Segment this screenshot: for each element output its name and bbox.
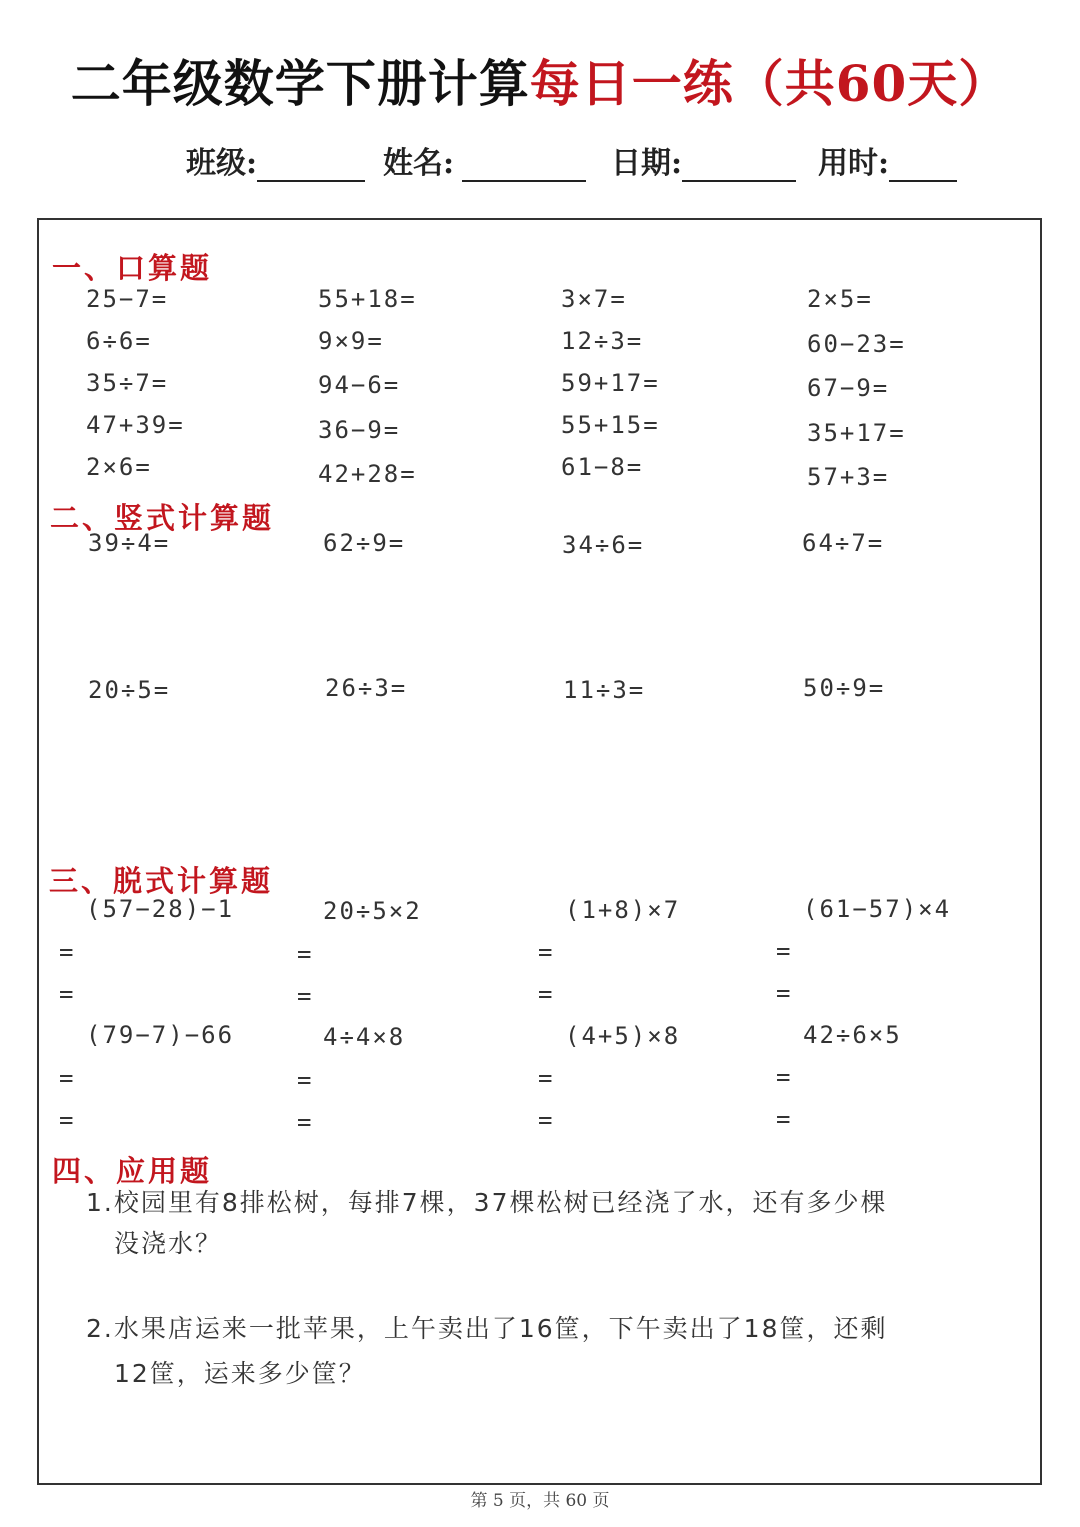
title-red-part: 每日一练（共60天） xyxy=(529,54,1010,113)
equals-sign: = xyxy=(776,979,791,1007)
equals-sign: = xyxy=(59,1064,74,1092)
equals-sign: = xyxy=(538,1064,553,1092)
page-footer: 第 5 页，共 60 页 xyxy=(470,1491,610,1511)
equals-sign: = xyxy=(538,980,553,1008)
stepwise-problem: 42÷6×5 xyxy=(803,1021,902,1049)
equals-sign: = xyxy=(776,1063,791,1091)
mental-problem: 2×5= xyxy=(807,285,873,313)
worksheet-frame xyxy=(37,218,1042,1485)
stepwise-problem: 4÷4×8 xyxy=(323,1023,406,1051)
name-label: 姓名: xyxy=(383,146,455,181)
section-heading-mental-math: 一、口算题 xyxy=(52,251,213,285)
vertical-problem: 11÷3= xyxy=(563,676,646,704)
equals-sign: = xyxy=(59,980,74,1008)
mental-problem: 12÷3= xyxy=(561,327,644,355)
equals-sign: = xyxy=(776,1105,791,1133)
equals-sign: = xyxy=(297,940,312,968)
word-problem-2-line1: 2.水果店运来一批苹果，上午卖出了16筐，下午卖出了18筐，还剩 xyxy=(86,1314,888,1343)
name-blank[interactable] xyxy=(462,146,586,182)
title-black-part: 二年级数学下册计算 xyxy=(70,54,530,113)
date-field xyxy=(611,138,796,182)
mental-problem: 6÷6= xyxy=(86,327,152,355)
mental-problem: 36−9= xyxy=(318,416,401,444)
section-heading-word-problems: 四、应用题 xyxy=(52,1154,213,1188)
stepwise-problem: (57−28)−1 xyxy=(86,895,235,923)
mental-problem: 47+39= xyxy=(86,411,185,439)
mental-problem: 9×9= xyxy=(318,327,384,355)
vertical-problem: 39÷4= xyxy=(88,529,171,557)
mental-problem: 55+18= xyxy=(318,285,417,313)
section-heading-vertical-calc: 二、竖式计算题 xyxy=(50,501,275,535)
stepwise-problem: 20÷5×2 xyxy=(323,897,422,925)
vertical-problem: 34÷6= xyxy=(562,531,645,559)
equals-sign: = xyxy=(59,938,74,966)
equals-sign: = xyxy=(297,982,312,1010)
word-problem-1-line2: 没浇水？ xyxy=(114,1229,223,1258)
mental-problem: 3×7= xyxy=(561,285,627,313)
vertical-problem: 50÷9= xyxy=(803,674,886,702)
page-title xyxy=(0,44,1080,116)
equals-sign: = xyxy=(297,1066,312,1094)
stepwise-problem: (1+8)×7 xyxy=(565,896,681,924)
class-blank[interactable] xyxy=(257,146,365,182)
class-field xyxy=(186,138,365,182)
date-label: 日期: xyxy=(611,146,683,181)
word-problem-1-line1: 1.校园里有8排松树，每排7棵，37棵松树已经浇了水，还有多少棵 xyxy=(86,1188,888,1217)
vertical-problem: 20÷5= xyxy=(88,676,171,704)
equals-sign: = xyxy=(538,1106,553,1134)
mental-problem: 67−9= xyxy=(807,374,890,402)
equals-sign: = xyxy=(297,1108,312,1136)
mental-problem: 25−7= xyxy=(86,285,169,313)
mental-problem: 59+17= xyxy=(561,369,660,397)
mental-problem: 42+28= xyxy=(318,460,417,488)
stepwise-problem: (4+5)×8 xyxy=(565,1022,681,1050)
date-blank[interactable] xyxy=(682,146,796,182)
time-field xyxy=(818,138,957,182)
mental-problem: 61−8= xyxy=(561,453,644,481)
mental-problem: 60−23= xyxy=(807,330,906,358)
mental-problem: 35÷7= xyxy=(86,369,169,397)
mental-problem: 94−6= xyxy=(318,371,401,399)
mental-problem: 55+15= xyxy=(561,411,660,439)
vertical-problem: 26÷3= xyxy=(325,674,408,702)
class-label: 班级: xyxy=(186,146,258,181)
vertical-problem: 62÷9= xyxy=(323,529,406,557)
mental-problem: 2×6= xyxy=(86,453,152,481)
name-field xyxy=(383,138,586,182)
word-problem-2-line2: 12筐，运来多少筐？ xyxy=(114,1359,366,1388)
stepwise-problem: (79−7)−66 xyxy=(86,1021,235,1049)
stepwise-problem: (61−57)×4 xyxy=(803,895,952,923)
equals-sign: = xyxy=(538,938,553,966)
vertical-problem: 64÷7= xyxy=(802,529,885,557)
section-heading-stepwise-calc: 三、脱式计算题 xyxy=(49,864,274,898)
mental-problem: 35+17= xyxy=(807,419,906,447)
time-blank[interactable] xyxy=(889,146,957,182)
time-label: 用时: xyxy=(818,146,890,181)
equals-sign: = xyxy=(59,1106,74,1134)
mental-problem: 57+3= xyxy=(807,463,890,491)
equals-sign: = xyxy=(776,937,791,965)
